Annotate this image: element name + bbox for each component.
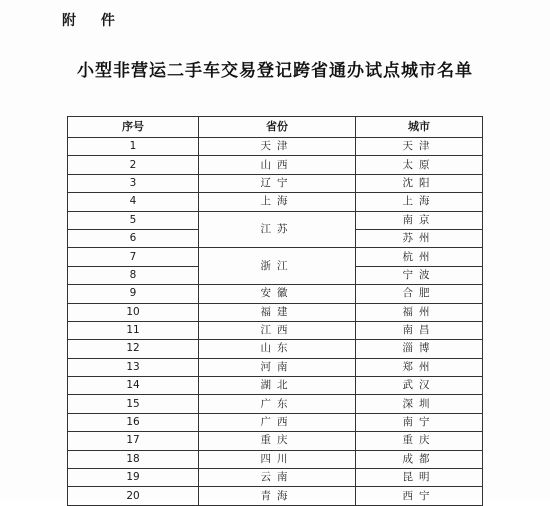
city-cell: 郑州 xyxy=(356,358,483,376)
city-cell: 苏州 xyxy=(356,229,483,247)
city-cell: 重庆 xyxy=(356,432,483,450)
city-cell: 上海 xyxy=(356,193,483,211)
row-number: 7 xyxy=(68,248,199,266)
province-cell: 辽宁 xyxy=(199,174,356,192)
province-cell: 广西 xyxy=(199,413,356,431)
row-number: 5 xyxy=(68,211,199,229)
table-row xyxy=(68,303,483,321)
row-number: 13 xyxy=(68,358,199,376)
city-cell: 南京 xyxy=(356,211,483,229)
city-cell: 成都 xyxy=(356,450,483,468)
province-cell: 重庆 xyxy=(199,432,356,450)
table-row xyxy=(68,469,483,487)
table-row xyxy=(68,193,483,211)
table-row xyxy=(68,358,483,376)
province-cell: 云南 xyxy=(199,469,356,487)
province-cell: 山西 xyxy=(199,156,356,174)
row-number: 9 xyxy=(68,285,199,303)
table-row xyxy=(68,248,483,266)
table-row xyxy=(68,174,483,192)
city-cell: 合肥 xyxy=(356,285,483,303)
row-number: 3 xyxy=(68,174,199,192)
city-cell: 沈阳 xyxy=(356,174,483,192)
city-cell: 福州 xyxy=(356,303,483,321)
row-number: 10 xyxy=(68,303,199,321)
table-row xyxy=(68,487,483,505)
province-cell: 江西 xyxy=(199,321,356,339)
city-cell: 太原 xyxy=(356,156,483,174)
city-cell: 宁波 xyxy=(356,266,483,284)
table-row xyxy=(68,138,483,156)
row-number: 14 xyxy=(68,377,199,395)
table-row xyxy=(68,156,483,174)
city-cell: 南宁 xyxy=(356,413,483,431)
row-number: 19 xyxy=(68,469,199,487)
column-header-province: 省份 xyxy=(199,117,356,138)
column-header-number: 序号 xyxy=(68,117,199,138)
row-number: 18 xyxy=(68,450,199,468)
table-row xyxy=(68,413,483,431)
province-cell: 河南 xyxy=(199,358,356,376)
province-cell-merged: 浙江 xyxy=(199,248,356,285)
row-number: 11 xyxy=(68,321,199,339)
table-row xyxy=(68,211,483,229)
table-row xyxy=(68,450,483,468)
column-header-city: 城市 xyxy=(356,117,483,138)
row-number: 4 xyxy=(68,193,199,211)
province-cell: 湖北 xyxy=(199,377,356,395)
city-cell: 昆明 xyxy=(356,469,483,487)
row-number: 12 xyxy=(68,340,199,358)
province-cell: 福建 xyxy=(199,303,356,321)
city-cell: 深圳 xyxy=(356,395,483,413)
city-cell: 西宁 xyxy=(356,487,483,505)
document-title: 小型非营运二手车交易登记跨省通办试点城市名单 xyxy=(77,61,473,81)
table-body xyxy=(68,138,483,506)
province-cell: 山东 xyxy=(199,340,356,358)
province-cell: 天津 xyxy=(199,138,356,156)
row-number: 20 xyxy=(68,487,199,505)
row-number: 8 xyxy=(68,266,199,284)
row-number: 16 xyxy=(68,413,199,431)
province-cell: 四川 xyxy=(199,450,356,468)
row-number: 15 xyxy=(68,395,199,413)
row-number: 2 xyxy=(68,156,199,174)
city-list-table xyxy=(67,116,483,506)
row-number: 1 xyxy=(68,138,199,156)
table-row xyxy=(68,285,483,303)
table-row xyxy=(68,432,483,450)
table-row xyxy=(68,321,483,339)
province-cell: 安徽 xyxy=(199,285,356,303)
city-cell: 南昌 xyxy=(356,321,483,339)
province-cell-merged: 江苏 xyxy=(199,211,356,248)
row-number: 6 xyxy=(68,229,199,247)
attachment-label: 附 件 xyxy=(62,13,125,29)
row-number: 17 xyxy=(68,432,199,450)
city-list-table-wrapper xyxy=(67,116,482,506)
city-cell: 天津 xyxy=(356,138,483,156)
city-cell: 武汉 xyxy=(356,377,483,395)
province-cell: 广东 xyxy=(199,395,356,413)
province-cell: 青海 xyxy=(199,487,356,505)
city-cell: 淄博 xyxy=(356,340,483,358)
table-row xyxy=(68,377,483,395)
province-cell: 上海 xyxy=(199,193,356,211)
city-cell: 杭州 xyxy=(356,248,483,266)
table-row xyxy=(68,395,483,413)
table-header-row xyxy=(68,117,483,138)
table-row xyxy=(68,340,483,358)
